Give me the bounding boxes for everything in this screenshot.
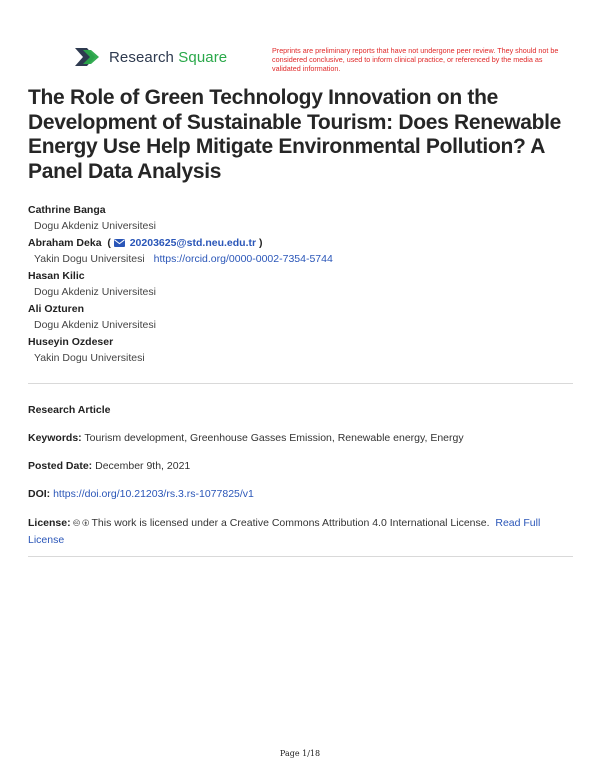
author-email-link[interactable]: 20203625@std.neu.edu.tr bbox=[129, 237, 257, 249]
author-affiliation: Dogu Akdeniz Universitesi bbox=[34, 220, 156, 232]
author-affiliation bbox=[28, 251, 578, 268]
article-type bbox=[28, 402, 573, 418]
orcid-link[interactable]: https://orcid.org/0000-0002-7354-5744 bbox=[153, 253, 333, 265]
divider-bottom bbox=[28, 556, 573, 557]
author-name-text: Abraham Deka bbox=[28, 237, 102, 249]
divider-top bbox=[28, 383, 573, 384]
paper-title: The Role of Green Technology Innovation on the Development of Sustainable Tourism: Does Renewable Energy Use Help Mitigate Environmental Pollution? A Panel Data Analysis bbox=[28, 86, 562, 183]
keywords-row bbox=[28, 430, 573, 446]
keywords-label: Keywords: bbox=[28, 432, 82, 444]
doi-row bbox=[28, 486, 573, 502]
posted-date-label: Posted Date: bbox=[28, 460, 93, 472]
doi-label: DOI: bbox=[28, 488, 51, 500]
author-affiliation: Dogu Akdeniz Universitesi bbox=[34, 319, 156, 331]
doi-link[interactable]: https://doi.org/10.21203/rs.3.rs-1077825/v1 bbox=[53, 488, 254, 500]
creative-commons-icon: 🅭 bbox=[73, 518, 80, 529]
email-paren-open: ( bbox=[104, 237, 111, 249]
page-number: Page 1/18 bbox=[279, 749, 321, 758]
article-type-text: Research Article bbox=[28, 404, 111, 416]
author-name: Cathrine Banga bbox=[28, 204, 106, 216]
attribution-icon: 🅯 bbox=[82, 518, 89, 529]
license-label: License: bbox=[28, 517, 71, 529]
author-affiliation: Yakin Dogu Universitesi bbox=[34, 352, 145, 364]
research-square-logo[interactable] bbox=[73, 46, 227, 68]
email-paren-close: ) bbox=[259, 237, 263, 249]
preprint-disclaimer: Preprints are preliminary reports that have not undergone peer review. They should not be considered conclusive, used to inform clinical practice, or referenced by the media as validated information. bbox=[272, 46, 559, 73]
author-name: Hasan Kilic bbox=[28, 270, 85, 282]
license-row bbox=[28, 515, 573, 548]
logo-text bbox=[109, 49, 227, 66]
posted-date-row bbox=[28, 458, 573, 474]
author-name: Ali Ozturen bbox=[28, 303, 85, 315]
author-list bbox=[28, 202, 578, 367]
affiliation-text: Yakin Dogu Universitesi bbox=[34, 253, 145, 265]
author-name-corresponding bbox=[28, 235, 578, 251]
read-full-license-link[interactable]: Read Full License bbox=[28, 517, 541, 546]
author-affiliation: Dogu Akdeniz Universitesi bbox=[34, 286, 156, 298]
logo-word-square: Square bbox=[178, 48, 228, 66]
author-name: Huseyin Ozdeser bbox=[28, 336, 114, 348]
research-square-logo-icon bbox=[73, 46, 103, 68]
license-text: This work is licensed under a Creative Commons Attribution 4.0 International License. bbox=[91, 517, 490, 529]
posted-date-value: December 9th, 2021 bbox=[95, 460, 191, 472]
keywords-value: Tourism development, Greenhouse Gasses Emission, Renewable energy, Energy bbox=[84, 432, 464, 444]
mail-icon bbox=[114, 239, 125, 247]
logo-word-research: Research bbox=[109, 48, 174, 66]
